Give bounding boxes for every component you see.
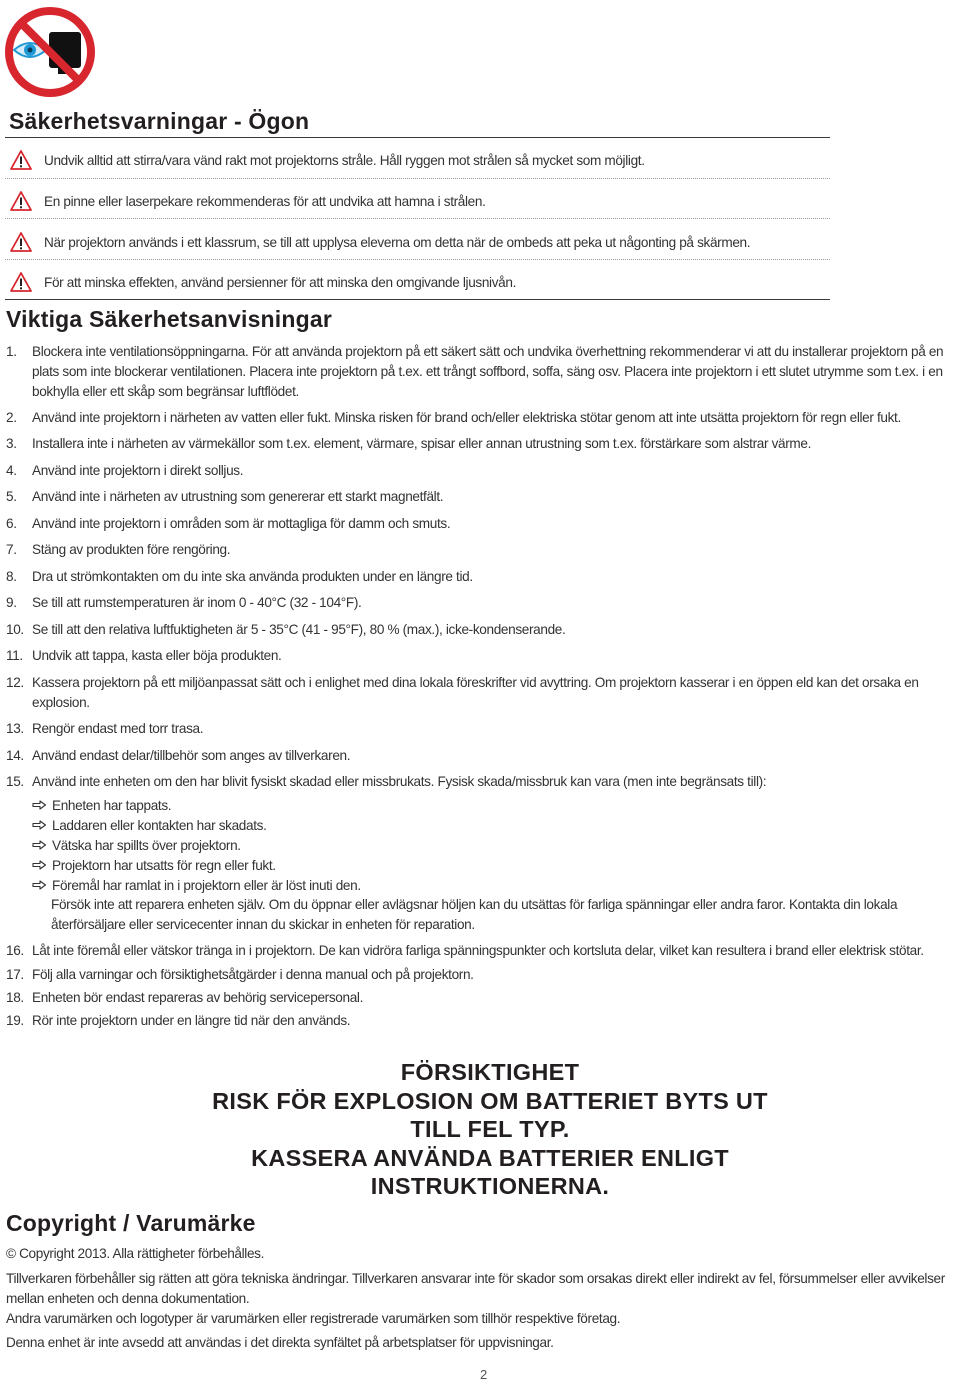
arrow-right-icon bbox=[32, 840, 47, 850]
warning-text: När projektorn används i ett klassrum, se till att upplysa eleverna om detta när de ombeds att peka ut någonting på skärmen. bbox=[44, 234, 751, 250]
warning-text: Undvik alltid att stirra/vara vänd rakt mot projektorns stråle. Håll ryggen mot strålen så mycket som möjligt. bbox=[44, 152, 645, 168]
warning-triangle-icon bbox=[10, 150, 32, 170]
divider bbox=[5, 178, 830, 179]
list-item: 9. Se till att rumstemperaturen är inom 0 - 40°C (32 - 104°F). bbox=[6, 595, 362, 610]
arrow-right-icon bbox=[32, 880, 47, 890]
copyright-title: Copyright / Varumärke bbox=[6, 1210, 256, 1236]
warning-item bbox=[10, 271, 516, 293]
arrow-right-icon bbox=[32, 800, 47, 810]
warning-item bbox=[10, 149, 645, 171]
eye-safety-title: Säkerhetsvarningar - Ögon bbox=[9, 108, 310, 134]
safety-title: Viktiga Säkerhetsanvisningar bbox=[6, 306, 333, 332]
list-item: 7. Stäng av produkten före rengöring. bbox=[6, 542, 231, 557]
arrow-right-icon bbox=[32, 820, 47, 830]
arrow-right-icon bbox=[32, 860, 47, 870]
divider bbox=[5, 218, 830, 219]
caution-line: TILL FEL TYP. bbox=[410, 1116, 570, 1142]
list-item: 16. Låt inte föremål eller vätskor tränga in i projektorn. De kan vidröra farliga spänningspunkter och kortsluta delar, vilket kan resultera i brand eller elektrisk stötar. bbox=[6, 943, 924, 958]
trademark-paragraph: Andra varumärken och logotyper är varumärken eller registrerade varumärken som tillhör respektive företag. bbox=[6, 1311, 621, 1326]
divider bbox=[5, 259, 830, 260]
list-item: 17. Följ alla varningar och försiktighetsåtgärder i denna manual och på projektorn. bbox=[6, 967, 474, 982]
list-item: 12. Kassera projektorn på ett miljöanpassat sätt och i enlighet med dina lokala föreskrifter vid avyttring. Om projektorn kasserar i en öppen eld kan det orsaka en explosion. bbox=[6, 674, 919, 710]
safety-list bbox=[6, 342, 958, 1031]
warning-text: En pinne eller laserpekare rekommenderas för att undvika att hamna i strålen. bbox=[44, 193, 486, 209]
caution-line: INSTRUKTIONERNA. bbox=[370, 1173, 610, 1199]
title-rule bbox=[5, 137, 830, 138]
sub-item: Vätska har spillts över projektorn. bbox=[32, 835, 958, 855]
list-item: 19. Rör inte projektorn under en längre tid när den används. bbox=[6, 1013, 351, 1028]
list-item: 14. Använd endast delar/tillbehör som anges av tillverkaren. bbox=[6, 747, 351, 763]
list-item: 4. Använd inte projektorn i direkt solljus. bbox=[6, 462, 244, 478]
warning-text: För att minska effekten, använd persienner för att minska den omgivande ljusnivån. bbox=[44, 274, 517, 290]
disclaimer-paragraph: Tillverkaren förbehåller sig rätten att göra tekniska ändringar. Tillverkaren ansvarar inte för skador som orsakas direkt eller indirekt av fel, försummelser eller avvikelser mellan enheten och denna dokumentation. bbox=[6, 1271, 945, 1306]
list-item: 3. Installera inte i närheten av värmekällor som t.ex. element, värmare, spisar eller annan utrustning som t.ex. förstärkare som alstrar värme. bbox=[6, 436, 812, 451]
section-rule bbox=[5, 299, 830, 300]
no-eye-projector-icon bbox=[4, 6, 96, 98]
list-item: 10. Se till att den relativa luftfuktigheten är 5 - 35°C (41 - 95°F), 80 % (max.), icke-kondenserande. bbox=[6, 621, 566, 637]
caution-line: RISK FÖR EXPLOSION OM BATTERIET BYTS UT bbox=[212, 1087, 768, 1114]
warning-triangle-icon bbox=[10, 272, 32, 292]
list-item: 18. Enheten bör endast repareras av behörig servicepersonal. bbox=[6, 990, 364, 1005]
battery-caution bbox=[190, 1058, 790, 1201]
list-item: 2. Använd inte projektorn i närheten av vatten eller fukt. Minska risken för brand och/eller elektriska stötar genom att inte utsätta projektorn för regn eller fukt. bbox=[6, 410, 901, 425]
list-item: 15. Använd inte enheten om den har blivit fysiskt skadad eller missbrukats. Fysisk skada/missbruk kan vara (men inte begränsats till): bbox=[6, 774, 767, 789]
sub-note: Försök inte att reparera enheten själv. Om du öppnar eller avlägsnar höljen kan du utsättas för farliga spänningar eller andra faror. Kontakta din lokala återförsäljare eller servicecenter innan du skickar in enheten för reparation. bbox=[51, 897, 898, 932]
list-item: 6. Använd inte projektorn i områden som är mottagliga för damm och smuts. bbox=[6, 515, 451, 531]
list-item: 5. Använd inte i närheten av utrustning som genererar ett starkt magnetfält. bbox=[6, 489, 444, 504]
usage-paragraph: Denna enhet är inte avsedd att användas i det direkta synfältet på arbetsplatser för uppvisningar. bbox=[6, 1335, 554, 1350]
sub-item: Föremål har ramlat in i projektorn eller är löst inuti den. bbox=[32, 875, 958, 895]
list-item: 8. Dra ut strömkontakten om du inte ska använda produkten under en längre tid. bbox=[6, 568, 473, 584]
sub-item: Enheten har tappats. bbox=[32, 795, 958, 815]
warning-triangle-icon bbox=[10, 191, 32, 211]
caution-heading: FÖRSIKTIGHET bbox=[400, 1059, 580, 1085]
list-item: 13. Rengör endast med torr trasa. bbox=[6, 721, 204, 736]
caution-line: KASSERA ANVÄNDA BATTERIER ENLIGT bbox=[251, 1144, 729, 1171]
copyright-line: © Copyright 2013. Alla rättigheter förbehålles. bbox=[6, 1246, 265, 1261]
list-item: 1. Blockera inte ventilationsöppningarna. För att använda projektorn på ett säkert sätt och undvika överhettning rekommenderar vi att du installerar projektorn på en plats som inte blockerar ventilationen. Placera inte projektorn på t.ex. ett trångt soffbord, soffa, säng osv. Placera inte projektorn i ett slutet utrymme som t.ex. i en bokhylla eller ett skåp som begränsar luftflödet. bbox=[6, 344, 944, 399]
warning-triangle-icon bbox=[10, 232, 32, 252]
sub-item: Projektorn har utsatts för regn eller fukt. bbox=[32, 855, 958, 875]
warning-item bbox=[10, 231, 750, 253]
page-number: 2 bbox=[480, 1367, 488, 1382]
list-item: 11. Undvik att tappa, kasta eller böja produkten. bbox=[6, 648, 282, 663]
warning-item bbox=[10, 190, 486, 212]
sub-item: Laddaren eller kontakten har skadats. bbox=[32, 815, 958, 835]
